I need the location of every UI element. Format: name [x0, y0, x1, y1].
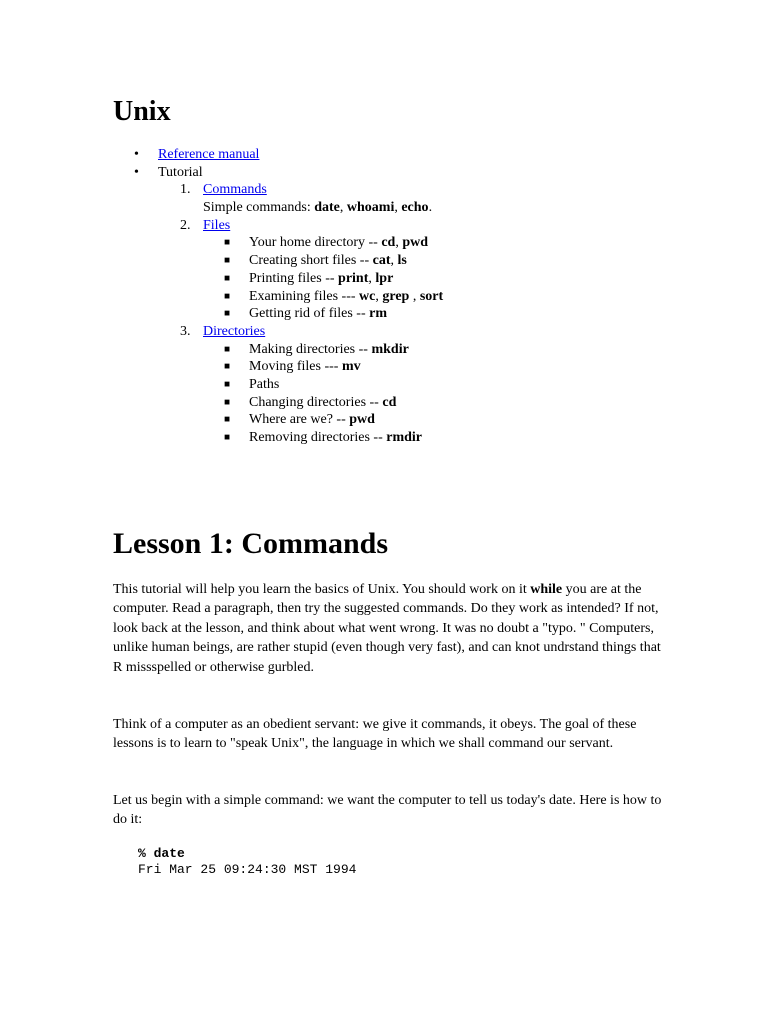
toc-item-reference — [113, 146, 673, 164]
bullet-icon: • — [134, 147, 139, 162]
square-bullet-icon: ■ — [224, 343, 231, 355]
list-item: ■ Printing files -- print, lpr — [224, 270, 394, 286]
list-item: ■ Your home directory -- cd, pwd — [224, 235, 429, 251]
toc-item-files — [113, 217, 673, 235]
bullet-icon: • — [134, 164, 139, 180]
number-marker: 3. — [180, 323, 191, 339]
square-bullet-icon: ■ — [224, 237, 231, 249]
list-item: ■ Where are we? -- pwd — [224, 412, 375, 428]
square-bullet-icon: ■ — [224, 272, 231, 284]
command-name: date — [314, 200, 340, 216]
number-marker: 1. — [180, 182, 191, 198]
square-bullet-icon: ■ — [224, 308, 231, 320]
command-name: whoami — [346, 200, 395, 216]
square-bullet-icon: ■ — [224, 414, 231, 426]
page-title: Unix — [113, 96, 171, 127]
code-command: % date — [138, 846, 185, 861]
square-bullet-icon: ■ — [224, 378, 231, 390]
list-item: ■ Moving files --- mv — [224, 359, 361, 375]
code-block — [138, 846, 356, 878]
list-item: ■ Getting rid of files -- rm — [224, 306, 388, 322]
list-item: ■ Paths — [224, 376, 280, 392]
commands-link[interactable]: Commands — [203, 182, 267, 198]
toc-item-commands — [113, 181, 673, 199]
number-marker: 2. — [180, 217, 191, 233]
reference-manual-link[interactable]: Reference manual — [158, 147, 260, 162]
commands-description: Simple commands: date, whoami, echo. — [203, 200, 433, 216]
list-item: ■ Making directories -- mkdir — [224, 341, 409, 357]
files-link[interactable]: Files — [203, 217, 231, 233]
toc-item-directories — [113, 323, 673, 341]
command-name: echo — [401, 200, 429, 216]
paragraph-date: Let us begin with a simple command: we want the computer to tell us today's date. Here is how to do it: — [113, 793, 662, 828]
tutorial-label: Tutorial — [158, 164, 203, 180]
square-bullet-icon: ■ — [224, 255, 231, 267]
code-output: Fri Mar 25 09:24:30 MST 1994 — [138, 862, 357, 877]
lesson-heading: Lesson 1: Commands — [113, 527, 389, 560]
square-bullet-icon: ■ — [224, 432, 231, 443]
list-item: ■ Examining files --- wc, grep , sort — [224, 288, 444, 304]
directories-link[interactable]: Directories — [203, 323, 266, 339]
square-bullet-icon: ■ — [224, 290, 231, 302]
list-item: ■ Removing directories -- rmdir — [224, 430, 423, 445]
table-of-contents — [113, 146, 673, 447]
list-item: ■ Creating short files -- cat, ls — [224, 253, 407, 269]
toc-item-tutorial — [113, 164, 673, 182]
square-bullet-icon: ■ — [224, 396, 231, 408]
square-bullet-icon: ■ — [224, 361, 231, 373]
list-item: ■ Changing directories -- cd — [224, 394, 397, 410]
paragraph-intro: This tutorial will help you learn the basics of Unix. You should work on it while you are at the computer. Read a paragraph, then try the suggested commands. Do they work as intended? If not, look back at the lesson, and think about what went wrong. It was no doubt a "typo. " Computers, unlike human beings, are rather stupid (even though very fast), and can knot undrstand things that R missspelled or otherwise gurbled. — [113, 582, 661, 675]
paragraph-servant: Think of a computer as an obedient servant: we give it commands, it obeys. The goal of these lessons is to learn to "speak Unix", the language in which we shall command our servant. — [113, 717, 637, 752]
